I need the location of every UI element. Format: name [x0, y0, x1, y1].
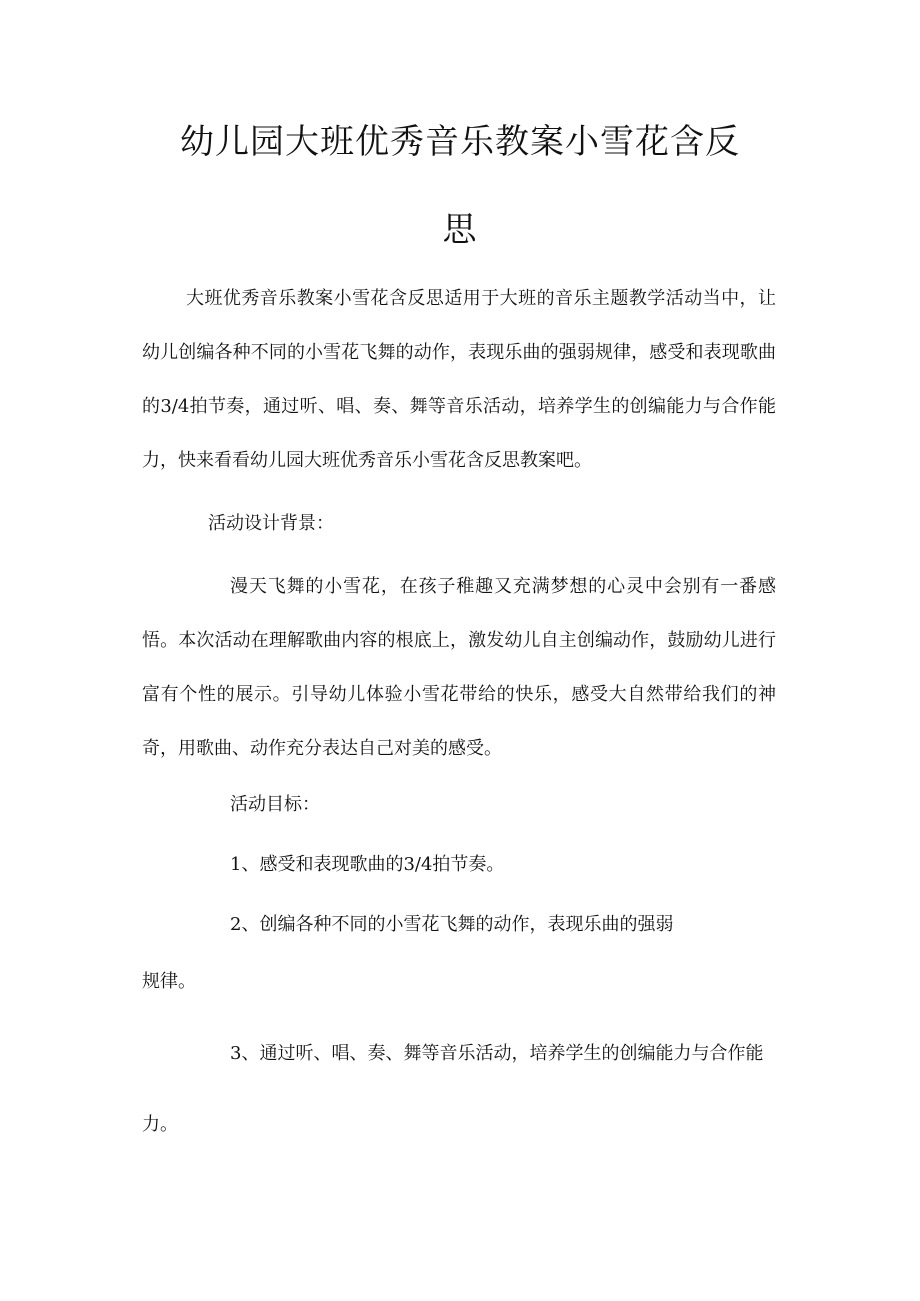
goal-item-2-line1: 2、创编各种不同的小雪花飞舞的动作，表现乐曲的强弱: [230, 914, 674, 935]
goal-item-3-line2: 力。: [142, 1114, 178, 1135]
goal-item-2-line2: 规律。: [142, 971, 196, 992]
background-paragraph: 漫天飞舞的小雪花，在孩子稚趣又充满梦想的心灵中会别有一番感悟。本次活动在理解歌曲内容的根底上，激发幼儿自主创编动作，鼓励幼儿进行富有个性的展示。引导幼儿体验小雪花带给的快乐，感受大自然带给我们的神奇，用歌曲、动作充分表达自己对美的感受。: [142, 576, 776, 759]
document-title-line1: 幼儿园大班优秀音乐教案小雪花含反: [180, 122, 740, 162]
document-title-line2: 思: [442, 210, 478, 250]
goals-heading: 活动目标：: [230, 794, 320, 815]
background-heading: 活动设计背景：: [208, 513, 334, 534]
goal-item-1: 1、感受和表现歌曲的3/4拍节奏。: [230, 854, 505, 875]
intro-paragraph: 大班优秀音乐教案小雪花含反思适用于大班的音乐主题教学活动当中，让幼儿创编各种不同的小雪花飞舞的动作，表现乐曲的强弱规律，感受和表现歌曲的3/4拍节奏，通过听、唱、奏、舞等音乐活动，培养学生的创编能力与合作能力，快来看看幼儿园大班优秀音乐小雪花含反思教案吧。: [142, 288, 776, 471]
goal-item-3-line1: 3、通过听、唱、奏、舞等音乐活动，培养学生的创编能力与合作能: [230, 1043, 764, 1064]
